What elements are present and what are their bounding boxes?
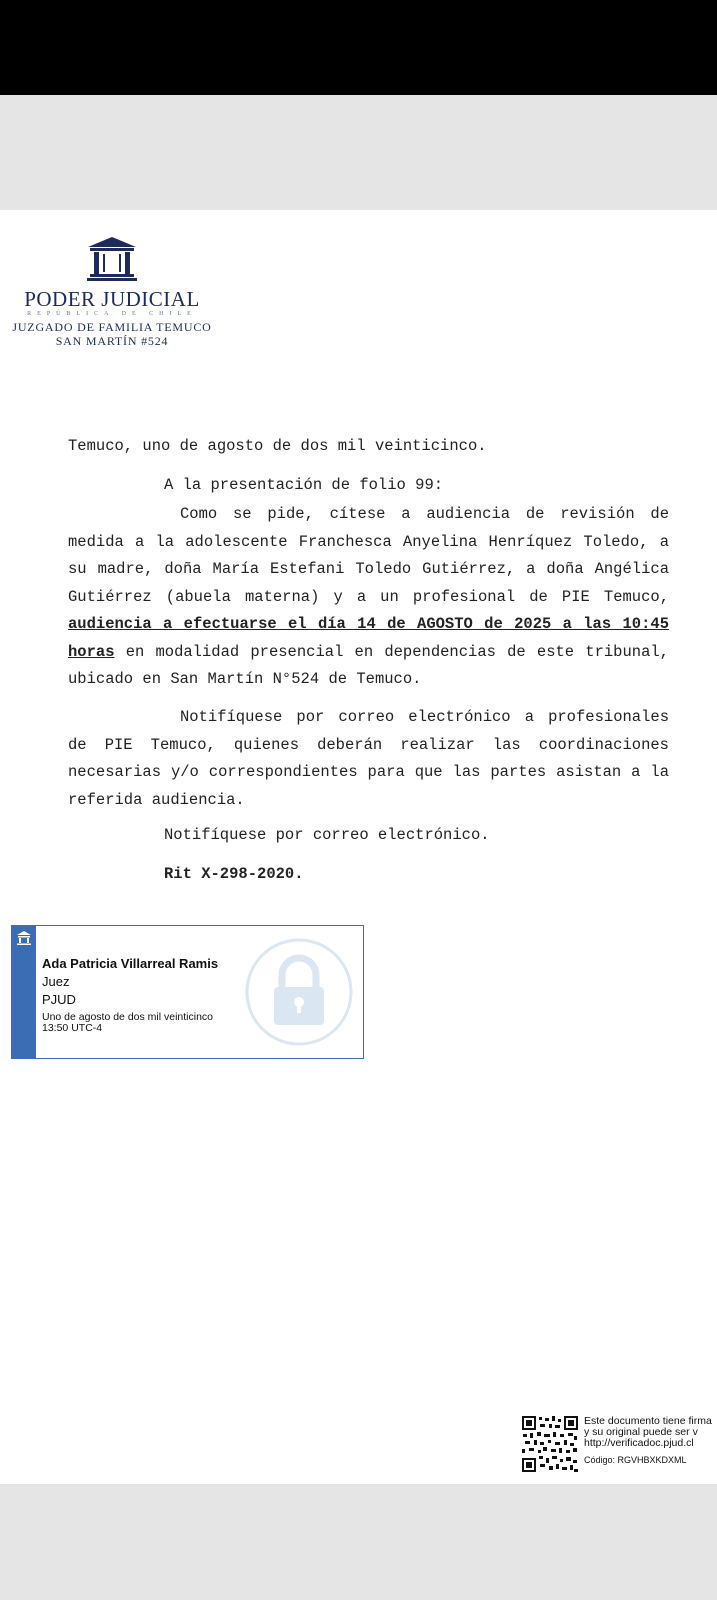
presentation-line	[68, 472, 669, 500]
hearing-date-text: audiencia a efectuarse el día 14 de AGOSTO de 2025 a las 10:45 horas	[68, 615, 669, 661]
logo-tribunal: JUZGADO DE FAMILIA TEMUCO	[12, 320, 212, 334]
rit-text: Rit X-298-2020.	[164, 865, 304, 883]
paragraph-notification	[68, 704, 669, 814]
citation-location-text: en modalidad presencial en dependencias de este tribunal, ubicado en San Martín N°524 de Temuco.	[68, 642, 669, 688]
logo-country: REPÚBLICA DE CHILE	[27, 311, 197, 317]
verification-code: Código: RGVHBXKDXML	[584, 1455, 687, 1465]
courthouse-icon	[86, 236, 138, 282]
paragraph-citation	[68, 501, 669, 694]
top-black-bar	[0, 0, 717, 95]
lock-icon	[244, 937, 354, 1047]
rit-line	[68, 861, 669, 889]
signature-datetime	[42, 1012, 242, 1034]
signer-role: Juez	[42, 974, 70, 989]
qr-code-icon	[522, 1416, 578, 1472]
signature-time: 13:50 UTC-4	[42, 1022, 103, 1034]
signature-band	[12, 926, 36, 1058]
verification-line-2: y su original puede ser v	[584, 1426, 698, 1438]
court-small-icon	[16, 930, 32, 946]
logo-address: SAN MARTÍN #524	[55, 334, 169, 348]
signature-box	[11, 925, 364, 1059]
signer-name: Ada Patricia Villarreal Ramis	[42, 956, 219, 971]
document-date-line: Temuco, uno de agosto de dos mil veinticinco.	[68, 437, 487, 455]
verification-url[interactable]: http://verificadoc.pjud.cl	[584, 1437, 694, 1449]
logo-title: PODER JUDICIAL	[24, 287, 200, 311]
citation-text: Como se pide, cítese a audiencia de revisión de medida a la adolescente Franchesca Anyelina Henríquez Toledo, a su madre, doña María Estefani Toledo Gutiérrez, a doña Angélica Gutiérrez (abuela materna) y a un profesional de PIE Temuco,	[68, 505, 669, 606]
paragraph-notification-short	[68, 822, 669, 850]
notification-short-text: Notifíquese por correo electrónico.	[164, 826, 490, 844]
verification-note	[584, 1416, 712, 1466]
verification-line-1: Este documento tiene firma	[584, 1415, 712, 1427]
presentation-text: A la presentación de folio 99:	[164, 476, 444, 494]
signer-org: PJUD	[42, 992, 76, 1007]
court-logo	[12, 236, 212, 348]
signature-date: Uno de agosto de dos mil veinticinco	[42, 1011, 214, 1023]
notification-text: Notifíquese por correo electrónico a profesionales de PIE Temuco, quienes deberán realizar las coordinaciones necesarias y/o correspondientes para que las partes asistan a la referida audiencia.	[68, 708, 669, 809]
document-page	[0, 210, 717, 1484]
